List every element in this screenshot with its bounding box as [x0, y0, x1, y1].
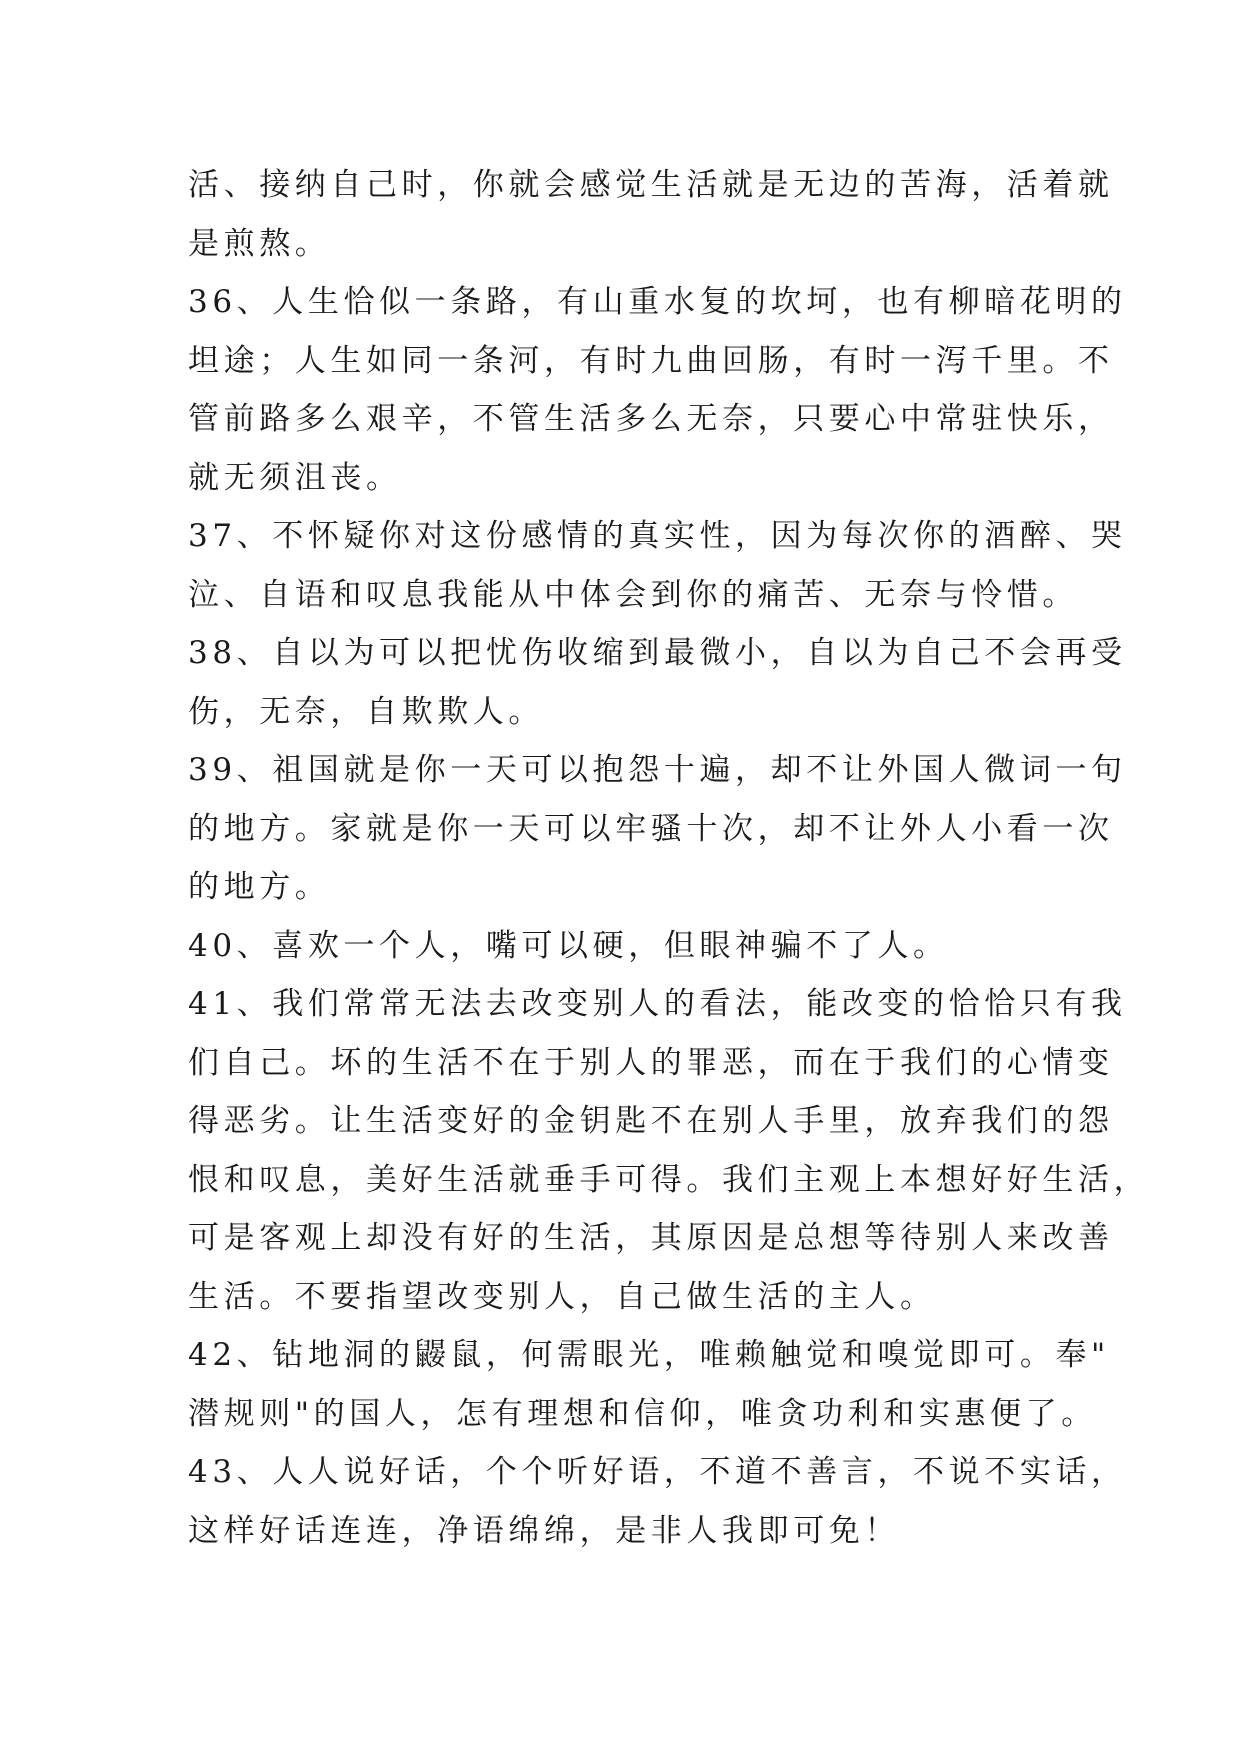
text-line: 伤，无奈，自欺欺人。 — [188, 693, 544, 730]
text-line: 38、自以为可以把忧伤收缩到最微小，自以为自己不会再受 — [188, 635, 1127, 671]
text-line: 的地方。 — [188, 869, 331, 905]
text-line: 36、人生恰似一条路，有山重水复的坎坷，也有柳暗花明的 — [188, 284, 1127, 320]
text-line: 就无须沮丧。 — [188, 459, 402, 496]
text-line: 活、接纳自己时，你就会感觉生活就是无边的苦海，活着就 — [188, 167, 1114, 203]
text-line: 这样好话连连，净语绵绵，是非人我即可免！ — [188, 1512, 900, 1549]
text-line: 可是客观上却没有好的生活，其原因是总想等待别人来改善 — [188, 1220, 1114, 1256]
text-line: 坦途；人生如同一条河，有时九曲回肠，有时一泻千里。不 — [188, 342, 1114, 379]
text-line: 泣、自语和叹息我能从中体会到你的痛苦、无奈与怜惜。 — [188, 576, 1078, 613]
text-line: 40、喜欢一个人，嘴可以硬，但眼神骗不了人。 — [188, 927, 949, 964]
document-body — [188, 156, 1150, 1560]
text-line: 得恶劣。让生活变好的金钥匙不在别人手里，放弃我们的怨 — [188, 1103, 1114, 1139]
text-line: 43、人人说好话，个个听好语，不道不善言，不说不实话， — [188, 1454, 1127, 1490]
text-line: 37、不怀疑你对这份感情的真实性，因为每次你的酒醉、哭 — [188, 518, 1127, 554]
text-line: 是煎熬。 — [188, 225, 331, 262]
text-line: 41、我们常常无法去改变别人的看法，能改变的恰恰只有我 — [188, 986, 1127, 1022]
text-line: 的地方。家就是你一天可以牢骚十次，却不让外人小看一次 — [188, 810, 1114, 847]
text-line: 恨和叹息，美好生活就垂手可得。我们主观上本想好好生活， — [188, 1161, 1150, 1198]
text-line: 们自己。坏的生活不在于别人的罪恶，而在于我们的心情变 — [188, 1044, 1114, 1081]
text-line: 42、钻地洞的鼹鼠，何需眼光，唯赖触觉和嗅觉即可。奉" — [188, 1337, 1110, 1373]
text-line: 管前路多么艰辛，不管生活多么无奈，只要心中常驻快乐， — [188, 401, 1114, 437]
text-line: 生活。不要指望改变别人，自己做生活的主人。 — [188, 1278, 936, 1315]
text-line: 潜规则"的国人，怎有理想和信仰，唯贪功利和实惠便了。 — [188, 1395, 1097, 1432]
text-line: 39、祖国就是你一天可以抱怨十遍，却不让外国人微词一句 — [188, 752, 1127, 788]
